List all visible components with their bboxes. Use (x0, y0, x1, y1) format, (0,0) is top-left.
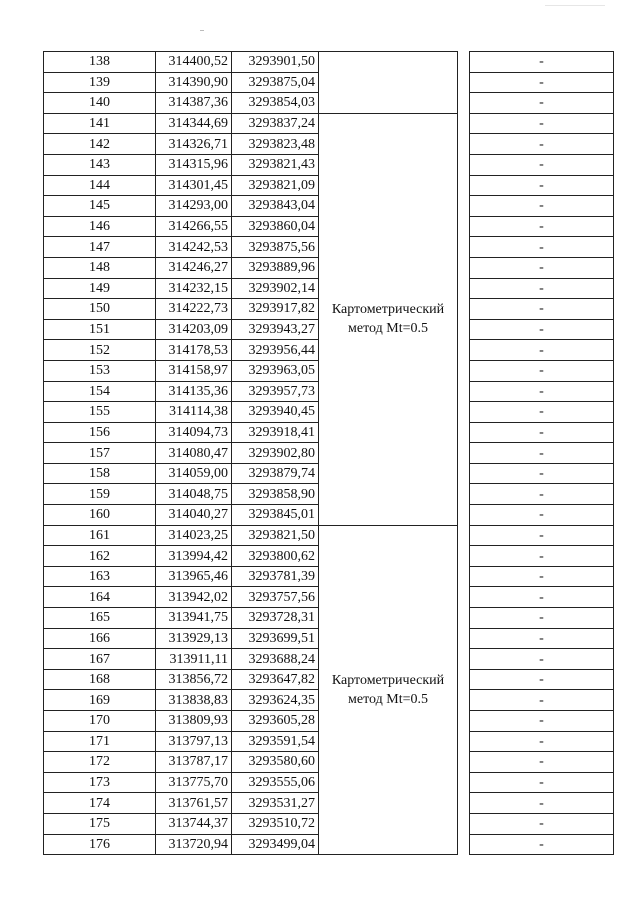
table-row (44, 113, 614, 134)
point-number-cell: 164 (44, 587, 156, 608)
note-cell: - (470, 711, 614, 732)
y-coordinate-cell: 3293591,54 (232, 731, 319, 752)
y-coordinate-cell: 3293821,43 (232, 154, 319, 175)
x-coordinate-cell: 314114,38 (156, 402, 232, 423)
point-number-cell: 154 (44, 381, 156, 402)
method-name: Картометрический (331, 672, 445, 688)
point-number-cell: 143 (44, 154, 156, 175)
note-cell: - (470, 690, 614, 711)
column-gap (458, 731, 470, 752)
y-coordinate-cell: 3293957,73 (232, 381, 319, 402)
y-coordinate-cell: 3293821,50 (232, 525, 319, 546)
point-number-cell: 147 (44, 237, 156, 258)
x-coordinate-cell: 314301,45 (156, 175, 232, 196)
x-coordinate-cell: 313942,02 (156, 587, 232, 608)
x-coordinate-cell: 313809,93 (156, 711, 232, 732)
point-number-cell: 158 (44, 463, 156, 484)
note-cell: - (470, 772, 614, 793)
column-gap (458, 566, 470, 587)
column-gap (458, 525, 470, 546)
x-coordinate-cell: 314390,90 (156, 72, 232, 93)
y-coordinate-cell: 3293940,45 (232, 402, 319, 423)
y-coordinate-cell: 3293860,04 (232, 216, 319, 237)
point-number-cell: 171 (44, 731, 156, 752)
column-gap (458, 813, 470, 834)
note-cell: - (470, 505, 614, 526)
y-coordinate-cell: 3293901,50 (232, 52, 319, 73)
point-number-cell: 153 (44, 360, 156, 381)
method-name: Картометрический (331, 302, 445, 318)
point-number-cell: 175 (44, 813, 156, 834)
column-gap (458, 237, 470, 258)
note-cell: - (470, 216, 614, 237)
column-gap (458, 257, 470, 278)
x-coordinate-cell: 313965,46 (156, 566, 232, 587)
x-coordinate-cell: 313941,75 (156, 608, 232, 629)
table-row (44, 525, 614, 546)
point-number-cell: 173 (44, 772, 156, 793)
column-gap (458, 711, 470, 732)
point-number-cell: 139 (44, 72, 156, 93)
method-cell (319, 113, 458, 525)
y-coordinate-cell: 3293845,01 (232, 505, 319, 526)
note-cell: - (470, 237, 614, 258)
y-coordinate-cell: 3293821,09 (232, 175, 319, 196)
x-coordinate-cell: 313856,72 (156, 669, 232, 690)
note-cell: - (470, 443, 614, 464)
column-gap (458, 834, 470, 855)
note-cell: - (470, 196, 614, 217)
point-number-cell: 160 (44, 505, 156, 526)
y-coordinate-cell: 3293917,82 (232, 299, 319, 320)
column-gap (458, 649, 470, 670)
y-coordinate-cell: 3293963,05 (232, 360, 319, 381)
column-gap (458, 484, 470, 505)
point-number-cell: 167 (44, 649, 156, 670)
column-gap (458, 299, 470, 320)
x-coordinate-cell: 313720,94 (156, 834, 232, 855)
x-coordinate-cell: 314266,55 (156, 216, 232, 237)
column-gap (458, 360, 470, 381)
x-coordinate-cell: 314203,09 (156, 319, 232, 340)
column-gap (458, 402, 470, 423)
point-number-cell: 156 (44, 422, 156, 443)
y-coordinate-cell: 3293854,03 (232, 93, 319, 114)
note-cell: - (470, 381, 614, 402)
note-cell: - (470, 484, 614, 505)
y-coordinate-cell: 3293843,04 (232, 196, 319, 217)
y-coordinate-cell: 3293555,06 (232, 772, 319, 793)
note-cell: - (470, 52, 614, 73)
note-cell: - (470, 113, 614, 134)
y-coordinate-cell: 3293956,44 (232, 340, 319, 361)
note-cell: - (470, 463, 614, 484)
note-cell: - (470, 608, 614, 629)
note-cell: - (470, 669, 614, 690)
point-number-cell: 150 (44, 299, 156, 320)
note-cell: - (470, 649, 614, 670)
x-coordinate-cell: 314315,96 (156, 154, 232, 175)
x-coordinate-cell: 314080,47 (156, 443, 232, 464)
coordinates-table (43, 51, 614, 855)
table-row (44, 52, 614, 73)
column-gap (458, 340, 470, 361)
column-gap (458, 690, 470, 711)
note-cell: - (470, 72, 614, 93)
note-cell: - (470, 175, 614, 196)
column-gap (458, 669, 470, 690)
point-number-cell: 163 (44, 566, 156, 587)
method-cell (319, 525, 458, 855)
point-number-cell: 165 (44, 608, 156, 629)
y-coordinate-cell: 3293531,27 (232, 793, 319, 814)
scan-speck-top-right (545, 5, 605, 6)
x-coordinate-cell: 314400,52 (156, 52, 232, 73)
column-gap (458, 319, 470, 340)
y-coordinate-cell: 3293943,27 (232, 319, 319, 340)
y-coordinate-cell: 3293624,35 (232, 690, 319, 711)
x-coordinate-cell: 313838,83 (156, 690, 232, 711)
x-coordinate-cell: 314135,36 (156, 381, 232, 402)
x-coordinate-cell: 313929,13 (156, 628, 232, 649)
y-coordinate-cell: 3293918,41 (232, 422, 319, 443)
column-gap (458, 608, 470, 629)
y-coordinate-cell: 3293699,51 (232, 628, 319, 649)
x-coordinate-cell: 313911,11 (156, 649, 232, 670)
note-cell: - (470, 134, 614, 155)
coordinates-table-body (44, 52, 614, 855)
column-gap (458, 278, 470, 299)
note-cell: - (470, 93, 614, 114)
column-gap (458, 752, 470, 773)
y-coordinate-cell: 3293510,72 (232, 813, 319, 834)
y-coordinate-cell: 3293875,56 (232, 237, 319, 258)
point-number-cell: 142 (44, 134, 156, 155)
column-gap (458, 134, 470, 155)
x-coordinate-cell: 314344,69 (156, 113, 232, 134)
column-gap (458, 381, 470, 402)
note-cell: - (470, 402, 614, 423)
note-cell: - (470, 793, 614, 814)
method-cell (319, 52, 458, 114)
note-cell: - (470, 587, 614, 608)
y-coordinate-cell: 3293580,60 (232, 752, 319, 773)
y-coordinate-cell: 3293499,04 (232, 834, 319, 855)
note-cell: - (470, 566, 614, 587)
column-gap (458, 793, 470, 814)
note-cell: - (470, 731, 614, 752)
note-cell: - (470, 154, 614, 175)
y-coordinate-cell: 3293688,24 (232, 649, 319, 670)
note-cell: - (470, 278, 614, 299)
column-gap (458, 628, 470, 649)
x-coordinate-cell: 314059,00 (156, 463, 232, 484)
note-cell: - (470, 340, 614, 361)
scan-speck-top (200, 30, 204, 31)
point-number-cell: 174 (44, 793, 156, 814)
y-coordinate-cell: 3293889,96 (232, 257, 319, 278)
note-cell: - (470, 834, 614, 855)
y-coordinate-cell: 3293902,14 (232, 278, 319, 299)
x-coordinate-cell: 314242,53 (156, 237, 232, 258)
note-cell: - (470, 813, 614, 834)
point-number-cell: 148 (44, 257, 156, 278)
column-gap (458, 422, 470, 443)
y-coordinate-cell: 3293605,28 (232, 711, 319, 732)
y-coordinate-cell: 3293728,31 (232, 608, 319, 629)
note-cell: - (470, 752, 614, 773)
x-coordinate-cell: 313787,17 (156, 752, 232, 773)
x-coordinate-cell: 314293,00 (156, 196, 232, 217)
point-number-cell: 151 (44, 319, 156, 340)
point-number-cell: 152 (44, 340, 156, 361)
column-gap (458, 72, 470, 93)
point-number-cell: 138 (44, 52, 156, 73)
x-coordinate-cell: 314232,15 (156, 278, 232, 299)
x-coordinate-cell: 313797,13 (156, 731, 232, 752)
point-number-cell: 162 (44, 546, 156, 567)
column-gap (458, 196, 470, 217)
column-gap (458, 216, 470, 237)
x-coordinate-cell: 313761,57 (156, 793, 232, 814)
point-number-cell: 145 (44, 196, 156, 217)
point-number-cell: 176 (44, 834, 156, 855)
y-coordinate-cell: 3293837,24 (232, 113, 319, 134)
x-coordinate-cell: 314094,73 (156, 422, 232, 443)
x-coordinate-cell: 314158,97 (156, 360, 232, 381)
y-coordinate-cell: 3293823,48 (232, 134, 319, 155)
column-gap (458, 154, 470, 175)
method-precision: метод Mt=0.5 (348, 691, 428, 707)
x-coordinate-cell: 314246,27 (156, 257, 232, 278)
y-coordinate-cell: 3293879,74 (232, 463, 319, 484)
note-cell: - (470, 257, 614, 278)
point-number-cell: 157 (44, 443, 156, 464)
column-gap (458, 505, 470, 526)
method-precision: метод Mt=0.5 (348, 321, 428, 337)
x-coordinate-cell: 314178,53 (156, 340, 232, 361)
note-cell: - (470, 628, 614, 649)
note-cell: - (470, 299, 614, 320)
point-number-cell: 149 (44, 278, 156, 299)
x-coordinate-cell: 314326,71 (156, 134, 232, 155)
note-cell: - (470, 319, 614, 340)
x-coordinate-cell: 314040,27 (156, 505, 232, 526)
x-coordinate-cell: 314023,25 (156, 525, 232, 546)
column-gap (458, 546, 470, 567)
column-gap (458, 772, 470, 793)
column-gap (458, 443, 470, 464)
column-gap (458, 463, 470, 484)
y-coordinate-cell: 3293647,82 (232, 669, 319, 690)
y-coordinate-cell: 3293800,62 (232, 546, 319, 567)
x-coordinate-cell: 313744,37 (156, 813, 232, 834)
y-coordinate-cell: 3293902,80 (232, 443, 319, 464)
column-gap (458, 93, 470, 114)
point-number-cell: 141 (44, 113, 156, 134)
y-coordinate-cell: 3293875,04 (232, 72, 319, 93)
column-gap (458, 113, 470, 134)
column-gap (458, 175, 470, 196)
note-cell: - (470, 360, 614, 381)
point-number-cell: 170 (44, 711, 156, 732)
y-coordinate-cell: 3293858,90 (232, 484, 319, 505)
point-number-cell: 144 (44, 175, 156, 196)
column-gap (458, 587, 470, 608)
x-coordinate-cell: 314048,75 (156, 484, 232, 505)
point-number-cell: 168 (44, 669, 156, 690)
x-coordinate-cell: 314222,73 (156, 299, 232, 320)
point-number-cell: 155 (44, 402, 156, 423)
point-number-cell: 146 (44, 216, 156, 237)
point-number-cell: 140 (44, 93, 156, 114)
point-number-cell: 172 (44, 752, 156, 773)
point-number-cell: 159 (44, 484, 156, 505)
note-cell: - (470, 422, 614, 443)
note-cell: - (470, 546, 614, 567)
point-number-cell: 169 (44, 690, 156, 711)
column-gap (458, 52, 470, 73)
y-coordinate-cell: 3293781,39 (232, 566, 319, 587)
point-number-cell: 161 (44, 525, 156, 546)
x-coordinate-cell: 314387,36 (156, 93, 232, 114)
y-coordinate-cell: 3293757,56 (232, 587, 319, 608)
x-coordinate-cell: 313775,70 (156, 772, 232, 793)
point-number-cell: 166 (44, 628, 156, 649)
x-coordinate-cell: 313994,42 (156, 546, 232, 567)
note-cell: - (470, 525, 614, 546)
